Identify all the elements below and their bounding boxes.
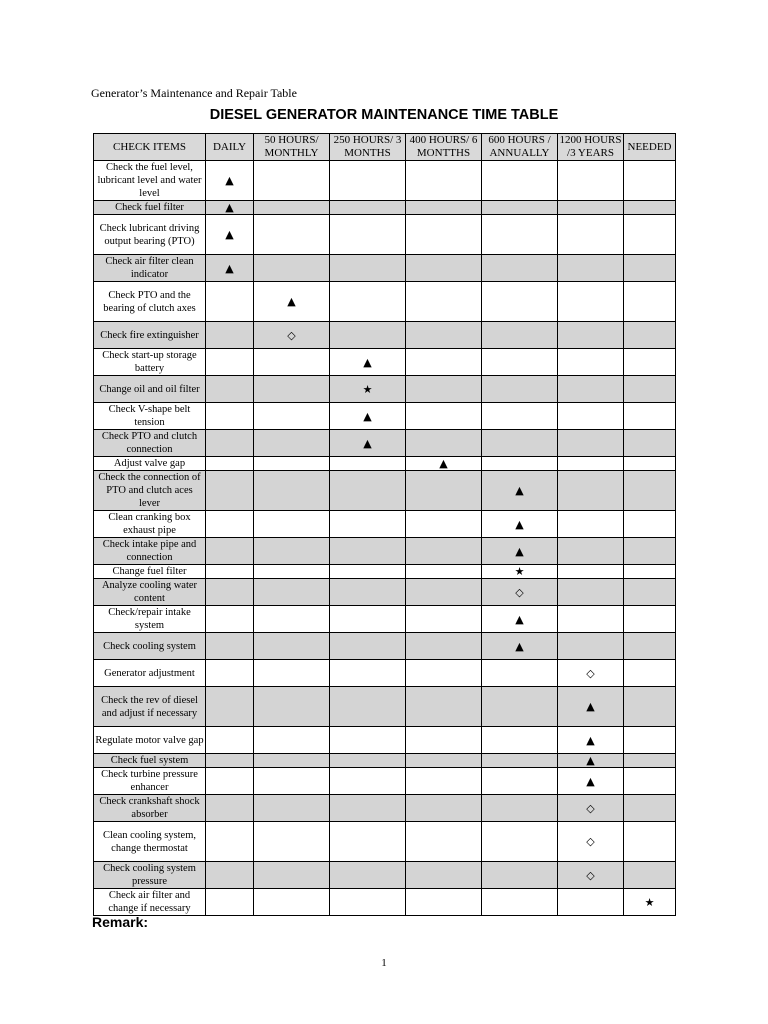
schedule-cell xyxy=(624,403,676,430)
check-item-cell: Check air filter and change if necessary xyxy=(94,889,206,916)
column-header-50-hours: 50 HOURS/ MONTHLY xyxy=(254,134,330,161)
schedule-cell xyxy=(558,282,624,322)
optional-diamond-icon: ◇ xyxy=(558,822,624,862)
check-triangle-icon: ▲ xyxy=(254,282,330,322)
check-item-cell: Check crankshaft shock absorber xyxy=(94,795,206,822)
schedule-cell xyxy=(624,538,676,565)
schedule-cell xyxy=(330,161,406,201)
table-row xyxy=(94,430,676,457)
table-header-row xyxy=(94,134,676,161)
table-row xyxy=(94,255,676,282)
schedule-cell xyxy=(624,862,676,889)
check-item-cell: Clean cooling system, change thermostat xyxy=(94,822,206,862)
schedule-cell xyxy=(406,471,482,511)
schedule-cell xyxy=(482,403,558,430)
schedule-cell xyxy=(206,430,254,457)
schedule-cell xyxy=(330,606,406,633)
schedule-cell xyxy=(558,403,624,430)
column-header-daily: DAILY xyxy=(206,134,254,161)
table-row xyxy=(94,161,676,201)
schedule-cell xyxy=(482,795,558,822)
schedule-cell xyxy=(482,349,558,376)
schedule-cell xyxy=(624,161,676,201)
check-item-cell: Check the rev of diesel and adjust if necessary xyxy=(94,687,206,727)
schedule-cell xyxy=(254,889,330,916)
schedule-cell xyxy=(254,754,330,768)
schedule-cell xyxy=(482,215,558,255)
schedule-cell xyxy=(406,687,482,727)
schedule-cell xyxy=(330,687,406,727)
schedule-cell xyxy=(558,201,624,215)
schedule-cell xyxy=(254,349,330,376)
schedule-cell xyxy=(206,633,254,660)
table-row xyxy=(94,538,676,565)
check-item-cell: Check intake pipe and connection xyxy=(94,538,206,565)
schedule-cell xyxy=(330,201,406,215)
table-row xyxy=(94,754,676,768)
schedule-cell xyxy=(206,349,254,376)
schedule-cell xyxy=(558,457,624,471)
schedule-cell xyxy=(624,511,676,538)
schedule-cell xyxy=(624,579,676,606)
check-triangle-icon: ▲ xyxy=(482,633,558,660)
table-row xyxy=(94,322,676,349)
check-item-cell: Analyze cooling water content xyxy=(94,579,206,606)
schedule-cell xyxy=(406,754,482,768)
table-row xyxy=(94,889,676,916)
check-triangle-icon: ▲ xyxy=(406,457,482,471)
check-triangle-icon: ▲ xyxy=(558,754,624,768)
check-item-cell: Check/repair intake system xyxy=(94,606,206,633)
check-triangle-icon: ▲ xyxy=(206,255,254,282)
table-row xyxy=(94,822,676,862)
schedule-cell xyxy=(558,161,624,201)
schedule-cell xyxy=(482,727,558,754)
change-star-icon: ★ xyxy=(482,565,558,579)
table-row xyxy=(94,579,676,606)
table-row xyxy=(94,687,676,727)
schedule-cell xyxy=(482,376,558,403)
check-item-cell: Adjust valve gap xyxy=(94,457,206,471)
schedule-cell xyxy=(254,579,330,606)
check-item-cell: Check fuel system xyxy=(94,754,206,768)
schedule-cell xyxy=(254,255,330,282)
check-triangle-icon: ▲ xyxy=(330,349,406,376)
schedule-cell xyxy=(624,565,676,579)
schedule-cell xyxy=(558,376,624,403)
check-triangle-icon: ▲ xyxy=(206,161,254,201)
check-item-cell: Generator adjustment xyxy=(94,660,206,687)
schedule-cell xyxy=(254,822,330,862)
schedule-cell xyxy=(482,430,558,457)
schedule-cell xyxy=(254,565,330,579)
check-triangle-icon: ▲ xyxy=(330,403,406,430)
column-header-needed: NEEDED xyxy=(624,134,676,161)
column-header-250-hours: 250 HOURS/ 3 MONTHS xyxy=(330,134,406,161)
schedule-cell xyxy=(206,795,254,822)
schedule-cell xyxy=(406,606,482,633)
schedule-cell xyxy=(558,606,624,633)
schedule-cell xyxy=(406,862,482,889)
schedule-cell xyxy=(406,349,482,376)
schedule-cell xyxy=(206,282,254,322)
table-row xyxy=(94,633,676,660)
change-star-icon: ★ xyxy=(330,376,406,403)
schedule-cell xyxy=(482,457,558,471)
schedule-cell xyxy=(406,727,482,754)
schedule-cell xyxy=(330,538,406,565)
table-row xyxy=(94,862,676,889)
schedule-cell xyxy=(406,633,482,660)
table-row xyxy=(94,403,676,430)
schedule-cell xyxy=(406,215,482,255)
check-item-cell: Check cooling system xyxy=(94,633,206,660)
schedule-cell xyxy=(254,201,330,215)
schedule-cell xyxy=(624,727,676,754)
schedule-cell xyxy=(330,471,406,511)
schedule-cell xyxy=(624,754,676,768)
table-body xyxy=(94,161,676,916)
schedule-cell xyxy=(406,768,482,795)
schedule-cell xyxy=(330,457,406,471)
schedule-cell xyxy=(406,376,482,403)
schedule-cell xyxy=(482,889,558,916)
table-row xyxy=(94,376,676,403)
schedule-cell xyxy=(330,795,406,822)
check-triangle-icon: ▲ xyxy=(558,727,624,754)
optional-diamond-icon: ◇ xyxy=(254,322,330,349)
schedule-cell xyxy=(254,606,330,633)
schedule-cell xyxy=(330,822,406,862)
schedule-cell xyxy=(206,727,254,754)
schedule-cell xyxy=(330,754,406,768)
schedule-cell xyxy=(482,754,558,768)
change-star-icon: ★ xyxy=(624,889,676,916)
schedule-cell xyxy=(482,161,558,201)
column-header-check-items: CHECK ITEMS xyxy=(94,134,206,161)
schedule-cell xyxy=(406,511,482,538)
schedule-cell xyxy=(254,430,330,457)
schedule-cell xyxy=(406,889,482,916)
schedule-cell xyxy=(406,565,482,579)
table-row xyxy=(94,660,676,687)
schedule-cell xyxy=(624,349,676,376)
check-item-cell: Check cooling system pressure xyxy=(94,862,206,889)
schedule-cell xyxy=(254,538,330,565)
check-triangle-icon: ▲ xyxy=(330,430,406,457)
schedule-cell xyxy=(558,889,624,916)
schedule-cell xyxy=(558,633,624,660)
schedule-cell xyxy=(206,565,254,579)
check-item-cell: Check fire extinguisher xyxy=(94,322,206,349)
schedule-cell xyxy=(624,633,676,660)
remark-label: Remark: xyxy=(92,914,149,930)
schedule-cell xyxy=(558,215,624,255)
schedule-cell xyxy=(206,511,254,538)
schedule-cell xyxy=(254,376,330,403)
schedule-cell xyxy=(406,201,482,215)
check-triangle-icon: ▲ xyxy=(206,215,254,255)
schedule-cell xyxy=(254,471,330,511)
column-header-1200-hours: 1200 HOURS /3 YEARS xyxy=(559,134,622,159)
table-title: DIESEL GENERATOR MAINTENANCE TIME TABLE xyxy=(209,107,559,123)
check-triangle-icon: ▲ xyxy=(482,538,558,565)
optional-diamond-icon: ◇ xyxy=(558,660,624,687)
schedule-cell xyxy=(254,457,330,471)
schedule-cell xyxy=(206,403,254,430)
schedule-cell xyxy=(558,511,624,538)
schedule-cell xyxy=(206,822,254,862)
schedule-cell xyxy=(624,687,676,727)
table-row xyxy=(94,349,676,376)
schedule-cell xyxy=(558,579,624,606)
optional-diamond-icon: ◇ xyxy=(558,795,624,822)
schedule-cell xyxy=(206,660,254,687)
schedule-cell xyxy=(558,322,624,349)
schedule-cell xyxy=(624,282,676,322)
schedule-cell xyxy=(624,768,676,795)
schedule-cell xyxy=(406,579,482,606)
schedule-cell xyxy=(558,565,624,579)
schedule-cell xyxy=(330,255,406,282)
table-row xyxy=(94,795,676,822)
schedule-cell xyxy=(624,201,676,215)
schedule-cell xyxy=(558,349,624,376)
schedule-cell xyxy=(330,511,406,538)
schedule-cell xyxy=(558,255,624,282)
schedule-cell xyxy=(206,376,254,403)
schedule-cell xyxy=(330,889,406,916)
schedule-cell xyxy=(482,687,558,727)
schedule-cell xyxy=(624,660,676,687)
schedule-cell xyxy=(254,403,330,430)
schedule-cell xyxy=(624,457,676,471)
schedule-cell xyxy=(482,322,558,349)
schedule-cell xyxy=(330,862,406,889)
check-item-cell: Check fuel filter xyxy=(94,201,206,215)
schedule-cell xyxy=(406,430,482,457)
schedule-cell xyxy=(254,768,330,795)
schedule-cell xyxy=(206,322,254,349)
check-item-cell: Check the connection of PTO and clutch aces lever xyxy=(94,471,206,511)
schedule-cell xyxy=(206,606,254,633)
page-number: 1 xyxy=(381,957,387,969)
table-row xyxy=(94,215,676,255)
schedule-cell xyxy=(254,795,330,822)
check-triangle-icon: ▲ xyxy=(206,201,254,215)
check-triangle-icon: ▲ xyxy=(482,511,558,538)
check-item-cell: Check the fuel level, lubricant level and water level xyxy=(94,161,206,201)
schedule-cell xyxy=(406,161,482,201)
schedule-cell xyxy=(406,403,482,430)
check-item-cell: Check PTO and clutch connection xyxy=(94,430,206,457)
check-item-cell: Check lubricant driving output bearing (PTO) xyxy=(94,215,206,255)
schedule-cell xyxy=(406,538,482,565)
schedule-cell xyxy=(558,471,624,511)
table-row xyxy=(94,511,676,538)
check-item-cell: Check V-shape belt tension xyxy=(94,403,206,430)
schedule-cell xyxy=(206,889,254,916)
check-triangle-icon: ▲ xyxy=(558,687,624,727)
check-triangle-icon: ▲ xyxy=(558,768,624,795)
schedule-cell xyxy=(206,768,254,795)
schedule-cell xyxy=(254,727,330,754)
schedule-cell xyxy=(330,727,406,754)
schedule-cell xyxy=(254,633,330,660)
schedule-cell xyxy=(330,633,406,660)
table-row xyxy=(94,201,676,215)
schedule-cell xyxy=(558,538,624,565)
schedule-cell xyxy=(624,795,676,822)
table-row xyxy=(94,606,676,633)
schedule-cell xyxy=(406,255,482,282)
document-title: Generator’s Maintenance and Repair Table xyxy=(91,86,297,100)
schedule-cell xyxy=(482,768,558,795)
schedule-cell xyxy=(330,322,406,349)
schedule-cell xyxy=(254,660,330,687)
schedule-cell xyxy=(254,511,330,538)
schedule-cell xyxy=(482,660,558,687)
table-row xyxy=(94,565,676,579)
check-item-cell: Check turbine pressure enhancer xyxy=(94,768,206,795)
schedule-cell xyxy=(482,822,558,862)
schedule-cell xyxy=(330,768,406,795)
schedule-cell xyxy=(330,565,406,579)
schedule-cell xyxy=(624,606,676,633)
schedule-cell xyxy=(406,282,482,322)
table-row xyxy=(94,457,676,471)
schedule-cell xyxy=(254,161,330,201)
check-item-cell: Change oil and oil filter xyxy=(94,376,206,403)
schedule-cell xyxy=(330,282,406,322)
schedule-cell xyxy=(330,579,406,606)
schedule-cell xyxy=(624,255,676,282)
schedule-cell xyxy=(406,822,482,862)
schedule-cell xyxy=(254,862,330,889)
schedule-cell xyxy=(482,255,558,282)
column-header-600-hours: 600 HOURS / ANNUALLY xyxy=(482,134,558,161)
schedule-cell xyxy=(206,862,254,889)
check-item-cell: Change fuel filter xyxy=(94,565,206,579)
check-triangle-icon: ▲ xyxy=(482,471,558,511)
schedule-cell xyxy=(624,822,676,862)
schedule-cell xyxy=(624,215,676,255)
schedule-cell xyxy=(558,430,624,457)
schedule-cell xyxy=(206,457,254,471)
optional-diamond-icon: ◇ xyxy=(558,862,624,889)
maintenance-table xyxy=(93,133,676,916)
check-triangle-icon: ▲ xyxy=(482,606,558,633)
schedule-cell xyxy=(482,862,558,889)
table-row xyxy=(94,471,676,511)
table-row xyxy=(94,282,676,322)
schedule-cell xyxy=(624,430,676,457)
schedule-cell xyxy=(206,579,254,606)
schedule-cell xyxy=(406,322,482,349)
schedule-cell xyxy=(406,660,482,687)
check-item-cell: Check air filter clean indicator xyxy=(94,255,206,282)
table-row xyxy=(94,727,676,754)
schedule-cell xyxy=(482,282,558,322)
schedule-cell xyxy=(624,376,676,403)
schedule-cell xyxy=(624,471,676,511)
schedule-cell xyxy=(330,215,406,255)
schedule-cell xyxy=(206,687,254,727)
schedule-cell xyxy=(206,471,254,511)
schedule-cell xyxy=(206,754,254,768)
schedule-cell xyxy=(406,795,482,822)
schedule-cell xyxy=(330,660,406,687)
schedule-cell xyxy=(254,215,330,255)
schedule-cell xyxy=(624,322,676,349)
check-item-cell: Check start-up storage battery xyxy=(94,349,206,376)
table-row xyxy=(94,768,676,795)
column-header-400-hours: 400 HOURS/ 6 MONTTHS xyxy=(406,134,482,161)
check-item-cell: Clean cranking box exhaust pipe xyxy=(94,511,206,538)
check-item-cell: Regulate motor valve gap xyxy=(94,727,206,754)
schedule-cell xyxy=(206,538,254,565)
check-item-cell: Check PTO and the bearing of clutch axes xyxy=(94,282,206,322)
schedule-cell xyxy=(254,687,330,727)
schedule-cell xyxy=(482,201,558,215)
optional-diamond-icon: ◇ xyxy=(482,579,558,606)
